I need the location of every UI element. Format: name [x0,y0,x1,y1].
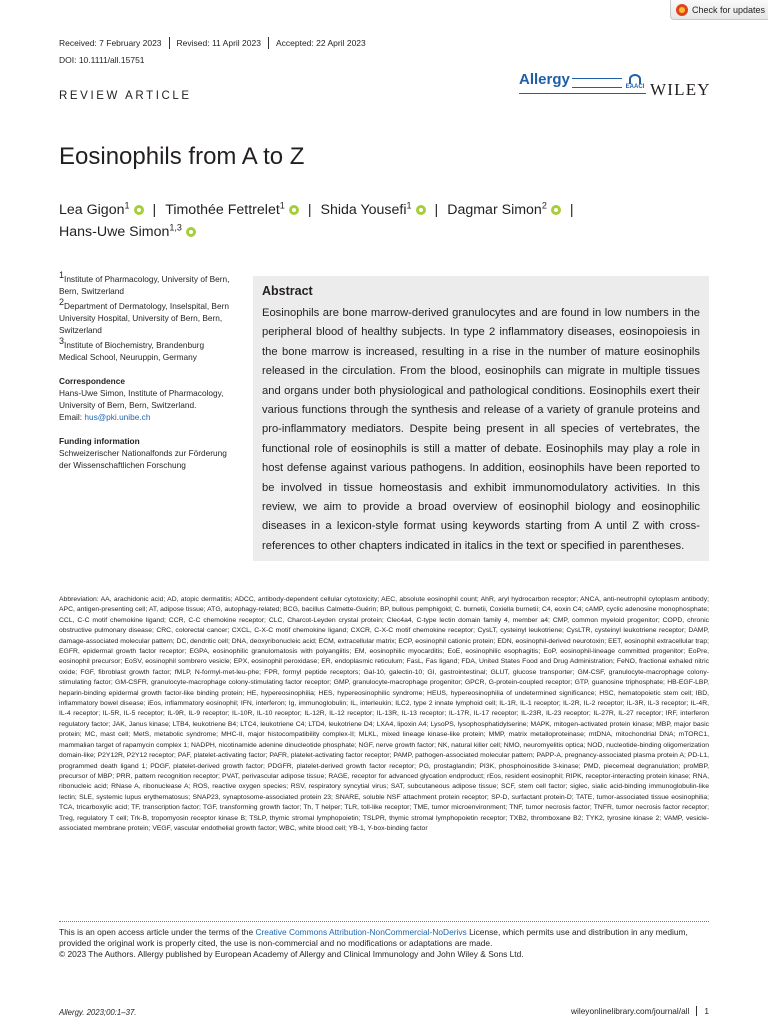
email-link[interactable]: hus@pki.unibe.ch [84,412,151,422]
abstract-box [253,276,709,561]
author[interactable]: Shida Yousefi$^1$ [320,200,412,218]
funding-heading: Funding information [59,436,140,446]
wiley-logo: WILEY [650,80,711,99]
citation: Allergy. 2023;00:1–37. [59,1008,137,1017]
funding-text: Schweizerischer Nationalfonds zur Förderung der Wissenschaftlichen Forschung [59,448,227,470]
check-for-updates-label: Check for updates [692,4,766,15]
author[interactable]: Timothée Fettrelet$^1$ [165,200,285,218]
author[interactable]: Hans-Uwe Simon$^{1,3}$ [59,222,182,240]
affiliation: $^2$Department of Dermatology, Inselspital, Bern University Hospital, University of Bern, Bern, Switzerland [59,297,229,335]
abstract-text: Eosinophils are bone marrow-derived granulocytes and are found in low numbers in the peripheral blood of healthy subjects. In type 2 inflammatory diseases, eosinopoiesis in the bone marrow is increased, resulting in a rise in the number of mature eosinophils released in the circulation. From the blood, eosinophils can migrate in multiple tissues and organs under both physiological and pathological conditions. Eosinophils exert their various functions through the synthesis and release of a variety of granule proteins and pro-inflammatory mediators. Despite being present in all species of vertebrates, the functional role of eosinophils is still a matter of debate. Eosinophils may play a role in host defense against various pathogens. In addition, eosinophils have been reported to be involved in tissue homeostasis and exhibit immunomodulatory activities. In this review, we aim to provide a broad overview of eosinophil biology and eosinophilic diseases in a lexicon-style format using keywords starting from A until Z with cross-references to other chapters indicated in italics in the text or specified in parentheses. [262,307,700,552]
logo-divider [519,93,646,94]
license-divider [59,921,709,922]
revised-date: Revised: 11 April 2023 [170,37,269,49]
author[interactable]: Lea Gigon$^1$ [59,200,130,218]
correspondence-heading: Correspondence [59,376,125,386]
doi: DOI: 10.1111/all.15751 [59,55,145,65]
crossmark-icon [676,4,688,16]
orcid-icon[interactable] [186,227,196,237]
orcid-icon[interactable] [551,205,561,215]
received-date: Received: 7 February 2023 [59,37,170,49]
affiliation: $^3$Institute of Biochemistry, Brandenburg Medical School, Neuruppin, Germany [59,336,205,362]
license-notice: This is an open access article under the terms of the Creative Commons Attribution-NonCommercial-NoDerivs License, which permits use and distribution in any medium, provided the original work is properly cited, the use is non-commercial and no modifications or adaptations are made. © 2023 The Authors. Allergy published by European Academy of Allergy and Clinical Immunology and John Wiley & Sons Ltd. [59,927,688,960]
article-dates [59,37,373,49]
author[interactable]: Dagmar Simon$^2$ [447,200,547,218]
abbreviations: Abbreviation: AA, arachidonic acid; AD, atopic dermatitis; ADCC, antibody-dependent cellular cytotoxicity; AEC, absolute eosinophil count; AhR, aryl hydrocarbon receptor; ANCA, anti-neutrophil cytoplasm antibody; APC, antigen-presenting cell; AT, adipose tissue; ATG, autophagy-related; BCG, bacillus Calmette-Guérin; BP, bullous pemphigoid; C. burnetii, Coxiella burnetii; C4, eoxin C4; cAMP, cyclic adenosine monophosphate; CCL, C-C motif chemokine ligand; CCR, C-C chemokine receptor; CLC, Charcot-Leyden crystal protein; Clec4a4, C-type lectin domain family 4, member a4; CMP, common myeloid progenitor; COPD, chronic obstructive pulmonary disease; CRC, colorectal cancer; CXCL, C-X-C motif chemokine ligand; CXCR, C-X-C motif chemokine receptor; CysLT, cysteinyl leukotriene; CysLTR, cysteinyl leukotriene receptor; DAMP, damage-associated molecular pattern; DC, dendritic cell; DNA, deoxyribonucleic acid; ECM, extracellular matrix; ECP, eosinophil cationic protein; EDN, eosinophil-derived neurotoxin; EET, eosinophil extracellular trap; EGFR, epidermal growth factor receptor; EGPA, eosinophilic granulomatosis with polyangiitis; EM, eosinophilic myocarditis; EoE, eosinophilic esophagitis; EoP, eosinophil-lineage committed progenitor; EoPre, eosinophil precursor; EoSV, eosinophil sombrero vesicle; EPX, eosinophil peroxidase; ER, endoplasmic reticulum; FasL, Fas ligand; FDA, United States Food and Drug Administration; FeNO, fractional exhaled nitric oxide; FGF, fibroblast growth factor; fMLP, N-formyl-met-leu-phe; FPR, formyl peptide receptors; Gal-10, galectin-10; GI, gastrointestinal; GLUT, glucose transporter; GM-CSF, granulocyte-macrophage colony-stimulating factor; GM-CSFR, granulocyte-macrophage colony-stimulating factor receptor; GMP, granulocyte-macrophage progenitor; GPCR, G-protein-coupled receptor; GTP, guanosine triphosphate; HB-EGF-LBP, heparin-binding epidermal growth factor-like binding protein; HE, hypereosinophilia; HES, hypereosinophilic syndrome; HEUS, hypereosinophilia of undetermined significance; HSC, hematopoietic stem cell; IBD, inflammatory bowel disease; iEos, inflammatory eosinophil; IFN, interferon; Ig, immunoglobulin; IL, interleukin; ILC2, type 2 innate lymphoid cell; IL-1R, IL-1 receptor; IL-2R, IL-2 receptor; IL-3R, IL-3 receptor; IL-4R, IL-4 receptor; IL-5R, IL-5 receptor; IL-9R, IL-9 receptor; IL-10R, IL-10 receptor; IL-12R, IL-12 receptor; IL-13R, IL-13 receptor; IL-17R, IL-17 receptor; IL-23R, IL-23 receptor; IL-27R, IL-27 receptor; IRF, interferon regulatory factor; JAK, Janus kinase; LTB4, leukotriene B4; LTC4, leukotriene C4; LTD4, leukotriene D4; LXA4, lipoxin A4; LysoPS, lysophosphatidylserine; MAPK, mitogen-activated protein kinase; MBP, major basic protein; MC, mast cell; MetS, metabolic syndrome; MHC-II, major histocompatibility complex-II; MLKL, mixed lineage kinase-like protein; MMP, matrix metalloproteinase; mtDNA, mitochondrial DNA; mTORC1, mammalian target of rapamycin complex 1; NADPH, nicotinamide adenine dinucleotide phosphate; NGF, nerve growth factor; NK, natural killer cell; NMO, neuromyelitis optica; NOD, nucleotide-binding oligomerization domain-like; P2Y12R, P2Y12 receptor; PAF, platelet-activating factor; PAFR, platelet-activating factor receptor; PAMP, pathogen-associated molecular pattern; PAPP-A, pregnancy-associated plasma protein A; PD-L1, programmed death ligand 1; PDGF, platelet-derived growth factor; PDGFR, platelet-derived growth factor receptor; PG, prostaglandin; PI3K, phosphoinositide 3-kinase; PMD, piecemeal degranulation; proMBP, precursor of MBP; PRR, pattern recognition receptor; PVAT, perivascular adipose tissue; RAGE, receptor for advanced glycation endproduct; rEos, resident eosinophil; RIPK, receptor-interacting protein kinase; RNA, ribonucleic acid; RNase A, ribonuclease A; ROS, reactive oxygen species; RSV, respiratory syncytial virus; SAT, subcutaneous adipose tissue; SCF, stem cell factor; siglec, sialic acid-binding immunoglobulin-like lectin; SLE, systemic lupus erythematosus; SNAP23, synaptosome-associated protein 23; SNARE, soluble NSF attachment protein receptor; SP-D, surfactant protein-D; TATE, tumor-associated tissue eosinophilia; TCA, tricarboxylic acid; TF, transcription factor; TGF, transforming growth factor; Th, T helper; TLR, toll-like receptor; TME, tumor microenvironment; TNF, tumor necrosis factor; TNFR, tumor necrosis factor receptor; Treg, regulatory T cell; Trk-B, tropomyosin receptor kinase B; TSLP, thymic stromal lymphopoietin; TSLPR, thymic stromal lymphopoietin receptor; TXB2, thromboxane B2; TYK2, tyrosine kinase 2; VAMP, vesicle-associated membrane protein; VEGF, vascular endothelial growth factor; WBC, white blood cell; YB-1, Y-box-binding factor [59,596,709,832]
footer-right [571,1006,709,1016]
article-title: Eosinophils from A to Z [59,143,305,170]
article-type: REVIEW ARTICLE [59,90,192,102]
affiliations-column [59,270,231,474]
copyright: © 2023 The Authors. Allergy published by European Academy of Allergy and Clinical Immunology and John Wiley & Sons Ltd. [59,949,524,960]
allergy-journal-logo: Allergy [519,71,570,88]
affiliation: $^1$Institute of Pharmacology, University of Bern, Bern, Switzerland [59,270,230,296]
orcid-icon[interactable] [289,205,299,215]
orcid-icon[interactable] [134,205,144,215]
abstract-heading: Abstract [262,284,313,298]
correspondence-text: Hans-Uwe Simon, Institute of Pharmacology, University of Bern, Bern, Switzerland. Email: hus@pki.unibe.ch [59,388,224,422]
journal-url[interactable]: wileyonlinelibrary.com/journal/all [571,1006,690,1016]
author-list: Lea Gigon$^1$ | Timothée Fettrelet$^1$ | Shida Yousefi$^1$ | Dagmar Simon$^2$ | Hans-Uwe Simon$^{1,3}$ [59,200,574,240]
accepted-date: Accepted: 22 April 2023 [275,38,366,48]
page-number: 1 [696,1006,709,1016]
orcid-icon[interactable] [416,205,426,215]
check-for-updates-button[interactable] [670,0,768,20]
cc-license-link[interactable]: Creative Commons Attribution-NonCommercial-NoDerivs [255,927,467,937]
eaaci-logo: EAACI [625,74,645,91]
